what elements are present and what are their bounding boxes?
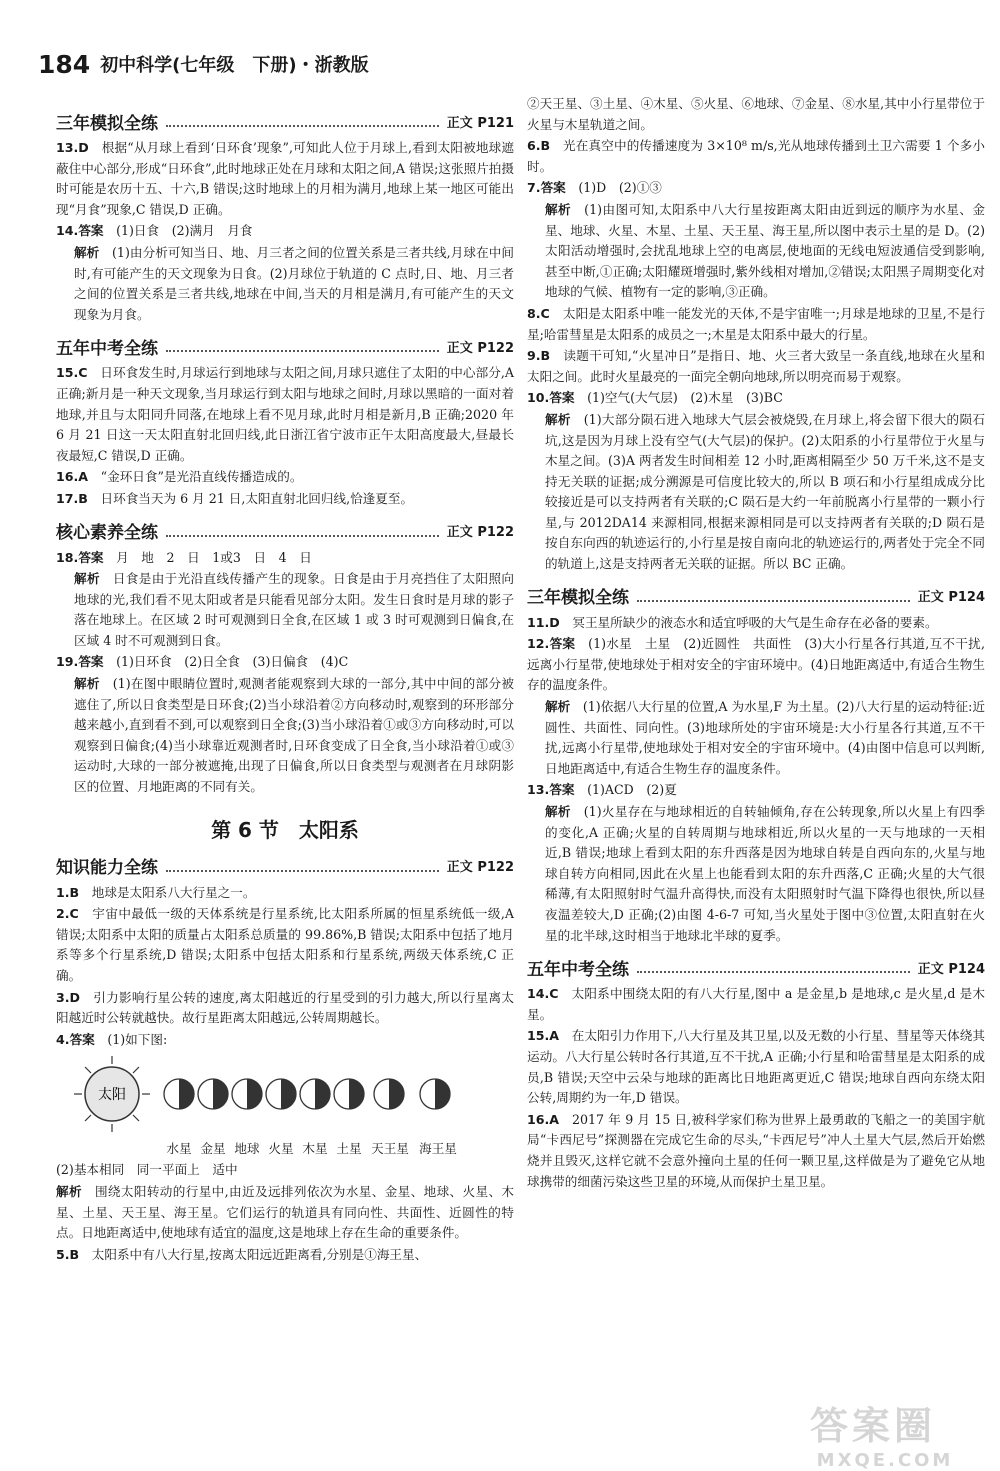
planet-label: 天王星 [371,1141,409,1157]
question-4: 4.答案 (1)如下图: [56,1031,168,1047]
question-19: 19.答案 (1)日环食 (2)日全食 (3)日偏食 (4)C [56,654,349,670]
planet-label: 火星 [268,1141,294,1157]
planet-icon [334,1079,364,1109]
question-7: 7.答案 (1)D (2)①③ [527,180,662,196]
question-18-explanation: 解析 日食是由于光沿直线传播产生的现象。日食是由于月亮挡住了太阳照向地球的光,我们看不见太阳或者是只能看见部分太阳。发生日食时是月球的影子落在地球上。在区域 2 时可观测到日全食,在区域 1 或 3 时可观测到日偏食,在区域 4 时不可观测到日食。 [74,571,515,648]
section-header [56,108,514,134]
watermark-domain: MXQE.COM [816,1450,954,1471]
question-13-explanation: 解析 (1)火星存在与地球相近的自转轴倾角,存在公转现象,所以火星上有四季的变化,A 正确;火星的自转周期与地球相近,所以火星的一天与地球的一天相近,B 错误;地球上看到太阳的东升西落是因为地球自转是自西向东的,火星与地球自转方向相同,因此在火星上也能看到太阳的东升西落,C 正确;火星的大气很稀薄,有太阳照射时气温升高得快,而没有太阳照射时气温下降得也很快,所以昼夜温差较大,D 正确;(2)由图 4-6-7 可知,当火星处于图中③位置,太阳直射在火星的北半球,这时相当于地球北半球的夏季。 [545,804,985,943]
question-5-continued: ②天王星、③土星、④木星、⑤火星、⑥地球、⑦金星、⑧水星,其中小行星带位于火星与木星轨道之间。 [527,96,985,132]
planet-icon [232,1079,262,1109]
question-12: 12.答案 (1)水星 土星 (2)近圆性 共面性 (3)大小行星各行其道,互不干扰,远离小行星带,使地球处于相对安全的宇宙环境中。(4)日地距离适中,有适合生物生存的温度条件。 [527,636,986,693]
question-19-explanation: 解析 (1)在图中眼睛位置时,观测者能观察到大球的一部分,其中中间的部分被遮住了,所以日食类型是日环食;(2)当小球沿着②方向移动时,观察到的环形部分越来越小,直到看不到,可以观察到日全食;(3)当小球沿着①或③方向移动时,可以观察到日偏食;(4)当小球靠近观测者时,日环食变成了日全食,当小球沿着①或③运动时,大球的一部分被遮掩,出现了日偏食,所以日食类型与观测者在月球阴影区的位置、月地距离的不同有关。 [74,676,514,795]
planet-label: 金星 [200,1141,226,1157]
planet-label: 土星 [336,1141,362,1157]
planet-label: 水星 [166,1141,192,1157]
planet-icon [420,1079,450,1109]
question-11: 11.D 冥王星所缺少的液态水和适宜呼吸的大气是生命存在必备的要素。 [527,614,938,630]
question-2: 2.C 宇宙中最低一级的天体系统是行星系统,比太阳系所属的恒星系统低一级,A 错误;太阳系中太阳的质量占太阳系总质量的 99.86%,B 错误;太阳系中包括了地月系等多个行星系统,D 错误;太阳系中包括太阳系和行星系统,两级天体系统,C 正确。 [56,906,514,983]
page-reference: 正文 P121 [446,115,514,131]
page-reference: 正文 P122 [446,525,514,540]
page-reference: 正文 P124 [917,961,985,977]
solar-system-figure [70,1052,510,1136]
question-16: 16.A “金环日食”是光沿直线传播造成的。 [56,469,303,485]
planet-label: 地球 [234,1141,260,1157]
sun-label: 太阳 [98,1087,126,1104]
question-18: 18.答案 月 地 2 日 1或3 日 4 日 [56,549,312,565]
question-17: 17.B 日环食当天为 6 月 21 日,太阳直射北回归线,恰逢夏至。 [56,490,414,506]
question-4-answer-2: (2)基本相同 同一平面上 适中 [56,1162,238,1178]
section-header [56,518,514,544]
solar-system-diagram [56,1052,514,1160]
watermark-text: 答案圈 [810,1404,937,1448]
question-7-explanation: 解析 (1)由图可知,太阳系中八大行星按距离太阳由近到远的顺序为水星、金星、地球、火星、木星、土星、天王星、海王星,所以图中表示土星的是 D。(2)太阳活动增强时,会扰乱地球上空的电离层,使地面的无线电短波通信受到影响,甚至中断,①正确;太阳耀斑增强时,紫外线相对增加,②错误;太阳黑子周期变化对地球的气候、植物有一定的影响,③正确。 [545,201,986,300]
question-13: 13.答案 (1)ACD (2)夏 [527,782,677,798]
question-15: 15.A 在太阳引力作用下,八大行星及其卫星,以及无数的小行星、彗星等天体绕其运动。八大行星公转时各行其道,互不干扰,A 正确;小行星和哈雷彗星是太阳系的成员,B 错误;天空中云朵与地球的距离比日地距离更近,C 错误;地球自西向东绕太阳公转,周期约为一年,D 错误。 [527,1028,985,1106]
sun-icon [74,1056,150,1132]
question-14-explanation: 解析 (1)由分析可知当日、地、月三者之间的位置关系是三者共线,月球在中间时,有可能产生的天文现象为日食。(2)月球位于轨道的 C 点时,日、地、月三者之间的位置关系是三者共线,地球在中间,当天的月相是满月,有可能产生的天文现象为月食。 [74,244,515,322]
planet-icon [266,1079,296,1109]
page-number: 184 [38,49,91,79]
section-title: 核心素养全练 [56,523,158,543]
section-title: 知识能力全练 [56,858,158,879]
question-8: 8.C 太阳是太阳系中唯一能发光的天体,不是宇宙唯一;月球是地球的卫星,不是行星;哈雷彗星是太阳系的成员之一;木星是太阳系中最大的行星。 [527,305,986,342]
planet-icon [374,1079,404,1109]
question-16: 16.A 2017 年 9 月 15 日,被科学家们称为世界上最勇敢的飞船之一的美国宇航局“卡西尼号”探测器在完成它生命的尽头,“卡西尼号”冲人土星大气层,然后开始燃烧并且毁灭,这样它就不会意外撞向土星的任何一颗卫星,这样做是为了避免它从地球携带的细菌污染这些卫星的环境,从而保护土星卫星。 [527,1111,986,1189]
question-12-explanation: 解析 (1)依据八大行星的位置,A 为水星,F 为土星。(2)八大行星的运动特征:近圆性、共面性、同向性。(3)地球所处的宇宙环境是:大小行星各行其道,互不干扰,远离小行星带,使地球处于相对安全的宇宙环境中。(4)由图中信息可以判断,日地距离适中,有适合生物生存的温度条件。 [545,699,985,776]
left-column [56,100,514,1266]
question-6: 6.B 光在真空中的传播速度为 3×10⁸ m/s,光从地球传播到土卫六需要 1 个多小时。 [527,138,985,174]
planet-labels [162,1138,462,1157]
section-title: 三年模拟全练 [527,588,629,609]
right-column [527,94,985,1193]
chapter-title: 第 6 节 太阳系 [211,817,359,842]
question-15: 15.C 日环食发生时,月球运行到地球与太阳之间,月球只遮住了太阳的中心部分,A 正确;新月是一种天文现象,当月球运行到太阳与地球之间时,月球以黑暗的一面对着地球,并且与太阳同升同落,在地球上看不见月球,此时月相是新月,B 正确;2020 年 6 月 21 日这一天太阳直射北回归线,此日浙江省宁波市正午太阳高度最大,昼最长夜最短,C 错误,D 正确。 [56,365,515,463]
section-title: 五年中考全练 [527,959,629,980]
planet-label: 木星 [302,1141,328,1157]
question-3: 3.D 引力影响行星公转的速度,离太阳越近的行星受到的引力越大,所以行星离太阳越近时公转就越快。故行星距离太阳越远,公转周期越长。 [56,989,514,1026]
question-9: 9.B 读题干可知,“火星冲日”是指日、地、火三者大致呈一条直线,地球在火星和太阳之间。此时火星最亮的一面完全朝向地球,所以明亮而易于观察。 [527,348,986,384]
planet-icon [164,1079,194,1109]
question-10: 10.答案 (1)空气(大气层) (2)木星 (3)BC [527,390,783,406]
page-reference: 正文 P122 [446,340,514,356]
section-header [56,853,514,879]
book-title: 初中科学(七年级 下册)・浙教版 [100,55,369,76]
page-header [38,44,369,84]
question-5: 5.B 太阳系中有八大行星,按离太阳远近距离看,分别是①海王星、 [56,1246,428,1262]
planet-icon [198,1079,228,1109]
question-10-explanation: 解析 (1)大部分陨石进入地球大气层会被烧毁,在月球上,将会留下很大的陨石坑,这是因为月球上没有空气(大气层)的保护。(2)太阳系的小行星带位于火星与木星之间。(3)A 两者发生时间相差 12 小时,距离相隔至少 50 万千米,这不是支持无关联的证据;成分溯源是可信度比较大的,所以 B 项石和小行星组成成分比较接近是可以支持两者有关联的;C 陨石是大约一年前脱离小行星带的一颗小行星,与 2012DA14 来源相同,根据来源相同是可以支持两者有关联的;D 陨石是按自东向西的轨迹运行的,小行星是按自南向北的轨迹运行的,两者处于完全不同的轨道上,这是支持两者无关联的证据。所以 BC 正确。 [545,411,985,572]
question-4-explanation: 解析 围绕太阳转动的行星中,由近及远排列依次为水星、金星、地球、火星、木星、土星、天王星、海王星。它们运行的轨道具有同向性、共面性、近圆性的特点。日地距离适中,使地球有适宜的温度,这是地球上存在生命的重要条件。 [56,1183,515,1241]
watermark-logo [810,1395,960,1471]
planet-label: 海王星 [419,1141,457,1157]
question-14: 14.答案 (1)日食 (2)满月 月食 [56,223,253,239]
section-header [527,583,985,609]
planet-icon [300,1079,330,1109]
section-header [527,954,985,980]
section-title: 五年中考全练 [56,338,158,359]
question-13: 13.D 根据“从月球上看到‘日环食’现象”,可知此人位于月球上,看到太阳被地球遮蔽住中心部分,形成“日环食”,此时地球正处在月球和太阳之间,A 错误;这张照片拍摄时可能是农历十五、十六,B 错误;这时地球上的月相为满月,地球上某一地区可能出现“月食”现象,C 错误,D 正确。 [56,140,515,217]
section-title: 三年模拟全练 [56,113,158,134]
planet-phase-icons [164,1079,450,1109]
section-header [56,333,514,359]
page-reference: 正文 P124 [917,590,985,606]
page-reference: 正文 P122 [446,860,514,876]
question-14: 14.C 太阳系中围绕太阳的有八大行星,图中 a 是金星,b 是地球,c 是火星,d 是木星。 [527,986,985,1022]
question-1: 1.B 地球是太阳系八大行星之一。 [56,884,256,900]
